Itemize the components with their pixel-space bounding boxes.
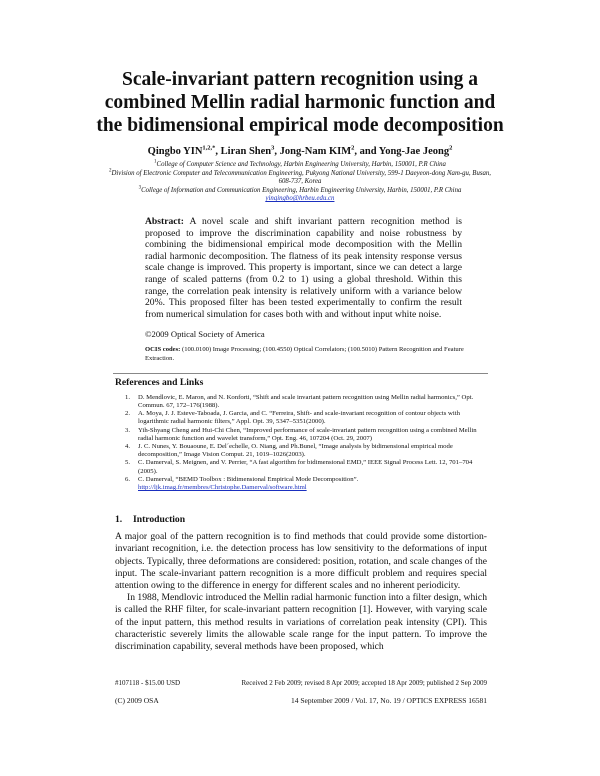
author: Yong-Jae Jeong <box>378 146 450 157</box>
affiliation <box>105 161 495 170</box>
footer-row <box>115 679 487 688</box>
paragraph: In 1988, Mendlovic introduced the Mellin radial harmonic function into a filter design, which is called the RHF filter, for scale-invariant pattern recognition [1]. However, with varying scale of the input pattern, this method results in variations of correlation peak intensity (CPI). This characteristic severely limits the allowable scale range for the input pattern. To improve the discrimination capability, several methods have been proposed, which <box>115 592 487 652</box>
email-link[interactable]: yinqingbo@hrbeu.edu.cn <box>265 195 335 203</box>
osa-copyright: (C) 2009 OSA <box>115 696 159 706</box>
section-number: 1. <box>115 514 123 526</box>
author: Liran Shen <box>220 146 272 157</box>
author-affil-sup: 2 <box>351 144 355 152</box>
publication-dates: Received 2 Feb 2009; revised 8 Apr 2009; accepted 18 Apr 2009; published 2 Sep 2009 <box>241 679 487 688</box>
author-sep: , <box>274 146 280 157</box>
ocis-text: (100.0100) Image Processing; (100.4550) Optical Correlators; (100.5010) Pattern Recognition and Feature Extraction. <box>145 346 464 362</box>
ocis-codes <box>145 346 467 362</box>
section-heading <box>115 514 600 526</box>
abstract <box>145 216 462 320</box>
author-affil-sup: 2 <box>449 144 453 152</box>
author: Jong-Nam KIM <box>279 146 352 157</box>
journal-citation: 14 September 2009 / Vol. 17, No. 19 / OPTICS EXPRESS 16581 <box>291 696 487 706</box>
reference-number: 2. <box>124 410 130 418</box>
affiliation-text: Division of Electronic Computer and Telecommunication Engineering, Pukyong National University, 599-1 Daeyeon-dong Nam-gu, Busan, 608-737, Korea <box>111 169 491 186</box>
affiliation-sup: 2 <box>109 168 112 174</box>
reference-item <box>115 443 490 459</box>
reference-text: C. Damerval, “BEMD Toolbox : Bidimensional Empirical Mode Decomposition”. <box>138 475 359 483</box>
affiliation-text: College of Information and Communication Engineering, Harbin Engineering University, Harbin, 150001, P.R China <box>141 186 462 194</box>
affiliation <box>105 187 495 196</box>
reference-text: D. Mendlovic, E. Maron, and N. Konforti, “Shift and scale invariant pattern recognition using Mellin radial harmonics,” Opt. Commun. 67, 172–176(1988). <box>138 393 474 409</box>
reference-number: 6. <box>124 475 130 483</box>
reference-item <box>115 410 490 426</box>
author-sep: , <box>215 146 221 157</box>
reference-item <box>115 476 490 492</box>
affiliations <box>105 161 495 204</box>
affiliation <box>105 170 495 187</box>
reference-item <box>115 459 490 475</box>
article-id: #107118 - $15.00 USD <box>115 679 181 688</box>
footer-row <box>115 696 487 706</box>
paragraph: A major goal of the pattern recognition is to find methods that could provide some distortion-invariant recognition, i.e. the detection process has low sensitivity to the deformations of input objects. Typically, three deformations are considered: position, rotation, and scale changes of the input. The scale-invariant pattern recognition is a more difficult problem and requires special attention owing to the difference in energy for different scales and no inherent periodicity. <box>115 531 487 591</box>
affiliation-text: College of Computer Science and Technology, Harbin Engineering University, Harbin, 150001, P.R China <box>156 161 446 168</box>
section-title: Introduction <box>133 514 186 526</box>
references-heading: References and Links <box>115 376 204 388</box>
reference-link[interactable]: http://ljk.imag.fr/membres/Christophe.Damerval/software.html <box>138 483 307 491</box>
reference-text: J. C. Nunes, Y. Bouaoune, E. Del´echelle, O. Niang, and Ph.Bunel, “Image analysis by bidimensional empirical mode decomposition,” Image Vision Comput. 21, 1019–1026(2003). <box>138 442 453 459</box>
reference-number: 3. <box>124 426 130 434</box>
title-line: combined Mellin radial harmonic function and <box>104 92 496 113</box>
title-line: Scale-invariant pattern recognition using a <box>121 69 479 90</box>
reference-number: 5. <box>124 459 130 467</box>
reference-list <box>115 394 490 492</box>
author-affil-sup: 1,2,* <box>202 144 216 152</box>
reference-number: 4. <box>124 442 130 450</box>
title-line: the bidimensional empirical mode decomposition <box>96 115 504 136</box>
affiliation-sup: 3 <box>138 185 142 191</box>
reference-item <box>115 394 490 410</box>
introduction-body <box>115 531 487 653</box>
reference-item <box>115 427 490 443</box>
reference-text: C. Damerval, S. Meignen, and V. Perrier, “A fast algorithm for bidimensional EMD,” IEEE Signal Process Lett. 12, 701–704 (2005). <box>138 459 473 475</box>
section-divider <box>113 373 488 374</box>
author-affil-sup: 3 <box>271 144 275 152</box>
paper-title <box>65 68 535 137</box>
ocis-label: OCIS codes: <box>145 346 181 354</box>
reference-text: A. Moya, J. J. Esteve-Taboada, J. Garcia, and C. “Ferreira, Shift- and scale-invariant recognition of contour objects with logarithmic radial harmonic filters,” Appl. Opt. 39, 5347–5351(2000). <box>138 410 460 426</box>
copyright: ©2009 Optical Society of America <box>145 329 265 340</box>
author-list <box>90 145 510 158</box>
abstract-text: A novel scale and shift invariant pattern recognition method is proposed to improve the discrimination capability and noise robustness by combining the bidimensional empirical mode decomposition with the Mellin radial harmonic decomposition. The flatness of its peak intensity response versus scale change is improved. This property is important, since we can detect a large range of scaled patterns (from 0.2 to 1) using a global threshold. Within this range, the correlation peak intensity is relatively uniform with a variance below 20%. This proposed filter has been tested experimentally to confirm the result from numerical simulation for cases both with and without input white noise. <box>145 215 462 320</box>
abstract-label: Abstract: <box>145 215 184 227</box>
affiliation-sup: 1 <box>154 159 157 165</box>
author: Qingbo YIN <box>147 146 203 157</box>
reference-number: 1. <box>124 393 130 401</box>
author-sep: , and <box>354 146 379 157</box>
reference-text: Yih-Shyang Cheng and Hui-Chi Chen, “Improved performance of scale-invariant pattern recognition using a combined Mellin radial harmonic function and wavelet transform,” Opt. Eng. 46, 107204 (Oct. 29, 2007) <box>138 426 477 442</box>
